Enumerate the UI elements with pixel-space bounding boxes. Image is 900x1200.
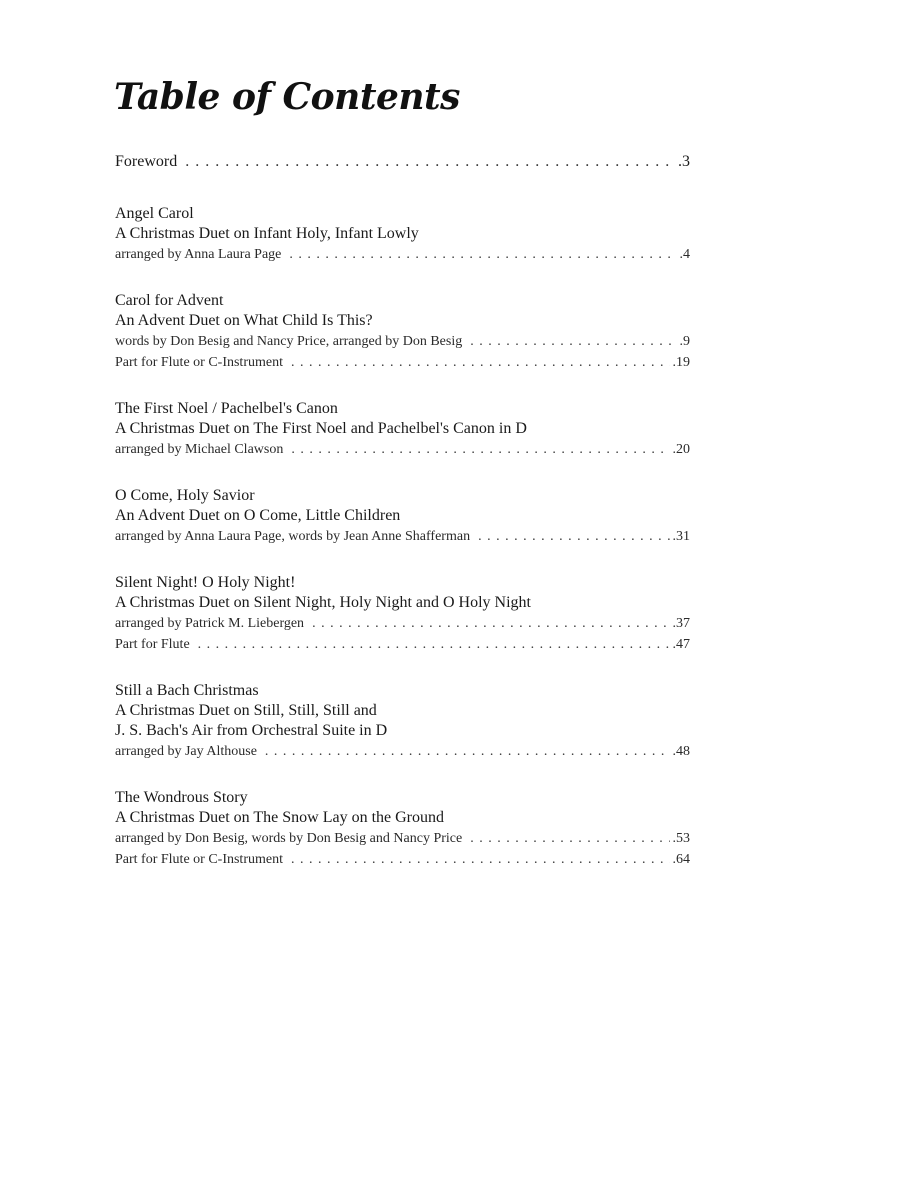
toc-entry[interactable]	[115, 849, 690, 870]
toc-entry-label: arranged by Jay Althouse	[115, 744, 257, 759]
toc-entry[interactable]	[115, 331, 690, 352]
toc-entry[interactable]	[115, 613, 690, 634]
toc-page-number: .20	[672, 442, 690, 457]
toc-entry[interactable]	[115, 634, 690, 655]
toc-section	[115, 399, 690, 460]
section-subtitle: A Christmas Duet on Still, Still, Still and	[115, 702, 377, 719]
section-subtitle: An Advent Duet on What Child Is This?	[115, 312, 373, 329]
section-subtitle: A Christmas Duet on The Snow Lay on the Ground	[115, 809, 445, 826]
toc-entry-label: arranged by Don Besig, words by Don Besig and Nancy Price	[115, 831, 463, 846]
toc-page-number: .47	[672, 637, 690, 652]
section-title: Still a Bach Christmas	[115, 682, 259, 699]
toc-page-number: .9	[679, 334, 690, 349]
toc-section	[115, 573, 690, 655]
toc-page-number: .3	[678, 153, 690, 170]
toc-page-number: .53	[672, 831, 690, 846]
toc-entry-label: words by Don Besig and Nancy Price, arranged by Don Besig	[115, 334, 463, 349]
toc-entry-label: Part for Flute or C-Instrument	[115, 852, 283, 867]
toc-entry-label: arranged by Anna Laura Page	[115, 247, 282, 262]
toc-page-number: .19	[672, 355, 690, 370]
toc-page-number: .37	[672, 616, 690, 631]
dot-leader	[312, 613, 669, 634]
section-subtitle: A Christmas Duet on The First Noel and Pachelbel's Canon in D	[115, 420, 527, 437]
section-subtitle: A Christmas Duet on Infant Holy, Infant Lowly	[115, 225, 419, 242]
toc-entry[interactable]	[115, 526, 690, 547]
toc-entry-label: Part for Flute	[115, 637, 190, 652]
toc-entry[interactable]	[115, 439, 690, 460]
dot-leader	[198, 634, 670, 655]
dot-leader	[291, 849, 670, 870]
section-subtitle: An Advent Duet on O Come, Little Children	[115, 507, 401, 524]
page-title: Table of Contents	[114, 76, 460, 118]
dot-leader	[289, 244, 676, 265]
toc-entry[interactable]	[115, 352, 690, 373]
section-subtitle: J. S. Bach's Air from Orchestral Suite in D	[115, 722, 388, 739]
toc-entry[interactable]	[115, 244, 690, 265]
section-title: O Come, Holy Savior	[115, 487, 255, 504]
dot-leader	[291, 439, 669, 460]
dot-leader	[291, 352, 670, 373]
section-title: Angel Carol	[115, 205, 194, 222]
dot-leader	[265, 741, 670, 762]
section-title: Silent Night! O Holy Night!	[115, 574, 296, 591]
section-subtitle: A Christmas Duet on Silent Night, Holy Night and O Holy Night	[115, 594, 531, 611]
toc-page-number: .64	[672, 852, 690, 867]
toc-page-number: .31	[672, 529, 690, 544]
dot-leader	[185, 152, 675, 172]
toc-entry-label: arranged by Patrick M. Liebergen	[115, 616, 305, 631]
toc-entry[interactable]	[115, 741, 690, 762]
dot-leader	[470, 331, 676, 352]
dot-leader	[478, 526, 669, 547]
toc-entry-label: arranged by Anna Laura Page, words by Jean Anne Shafferman	[115, 529, 471, 544]
table-of-contents	[115, 152, 690, 896]
toc-entry-label: Foreword	[115, 153, 178, 170]
toc-section	[115, 204, 690, 265]
toc-page-number: .48	[672, 744, 690, 759]
section-title: The First Noel / Pachelbel's Canon	[115, 400, 338, 417]
toc-entry[interactable]	[115, 828, 690, 849]
section-title: The Wondrous Story	[115, 789, 248, 806]
toc-page-number: .4	[679, 247, 690, 262]
toc-section	[115, 291, 690, 373]
toc-section	[115, 486, 690, 547]
section-title: Carol for Advent	[115, 292, 224, 309]
toc-entry-label: Part for Flute or C-Instrument	[115, 355, 283, 370]
toc-section	[115, 681, 690, 762]
toc-entry-label: arranged by Michael Clawson	[115, 442, 284, 457]
toc-section	[115, 788, 690, 870]
dot-leader	[470, 828, 669, 849]
toc-entry-foreword[interactable]	[115, 152, 690, 172]
